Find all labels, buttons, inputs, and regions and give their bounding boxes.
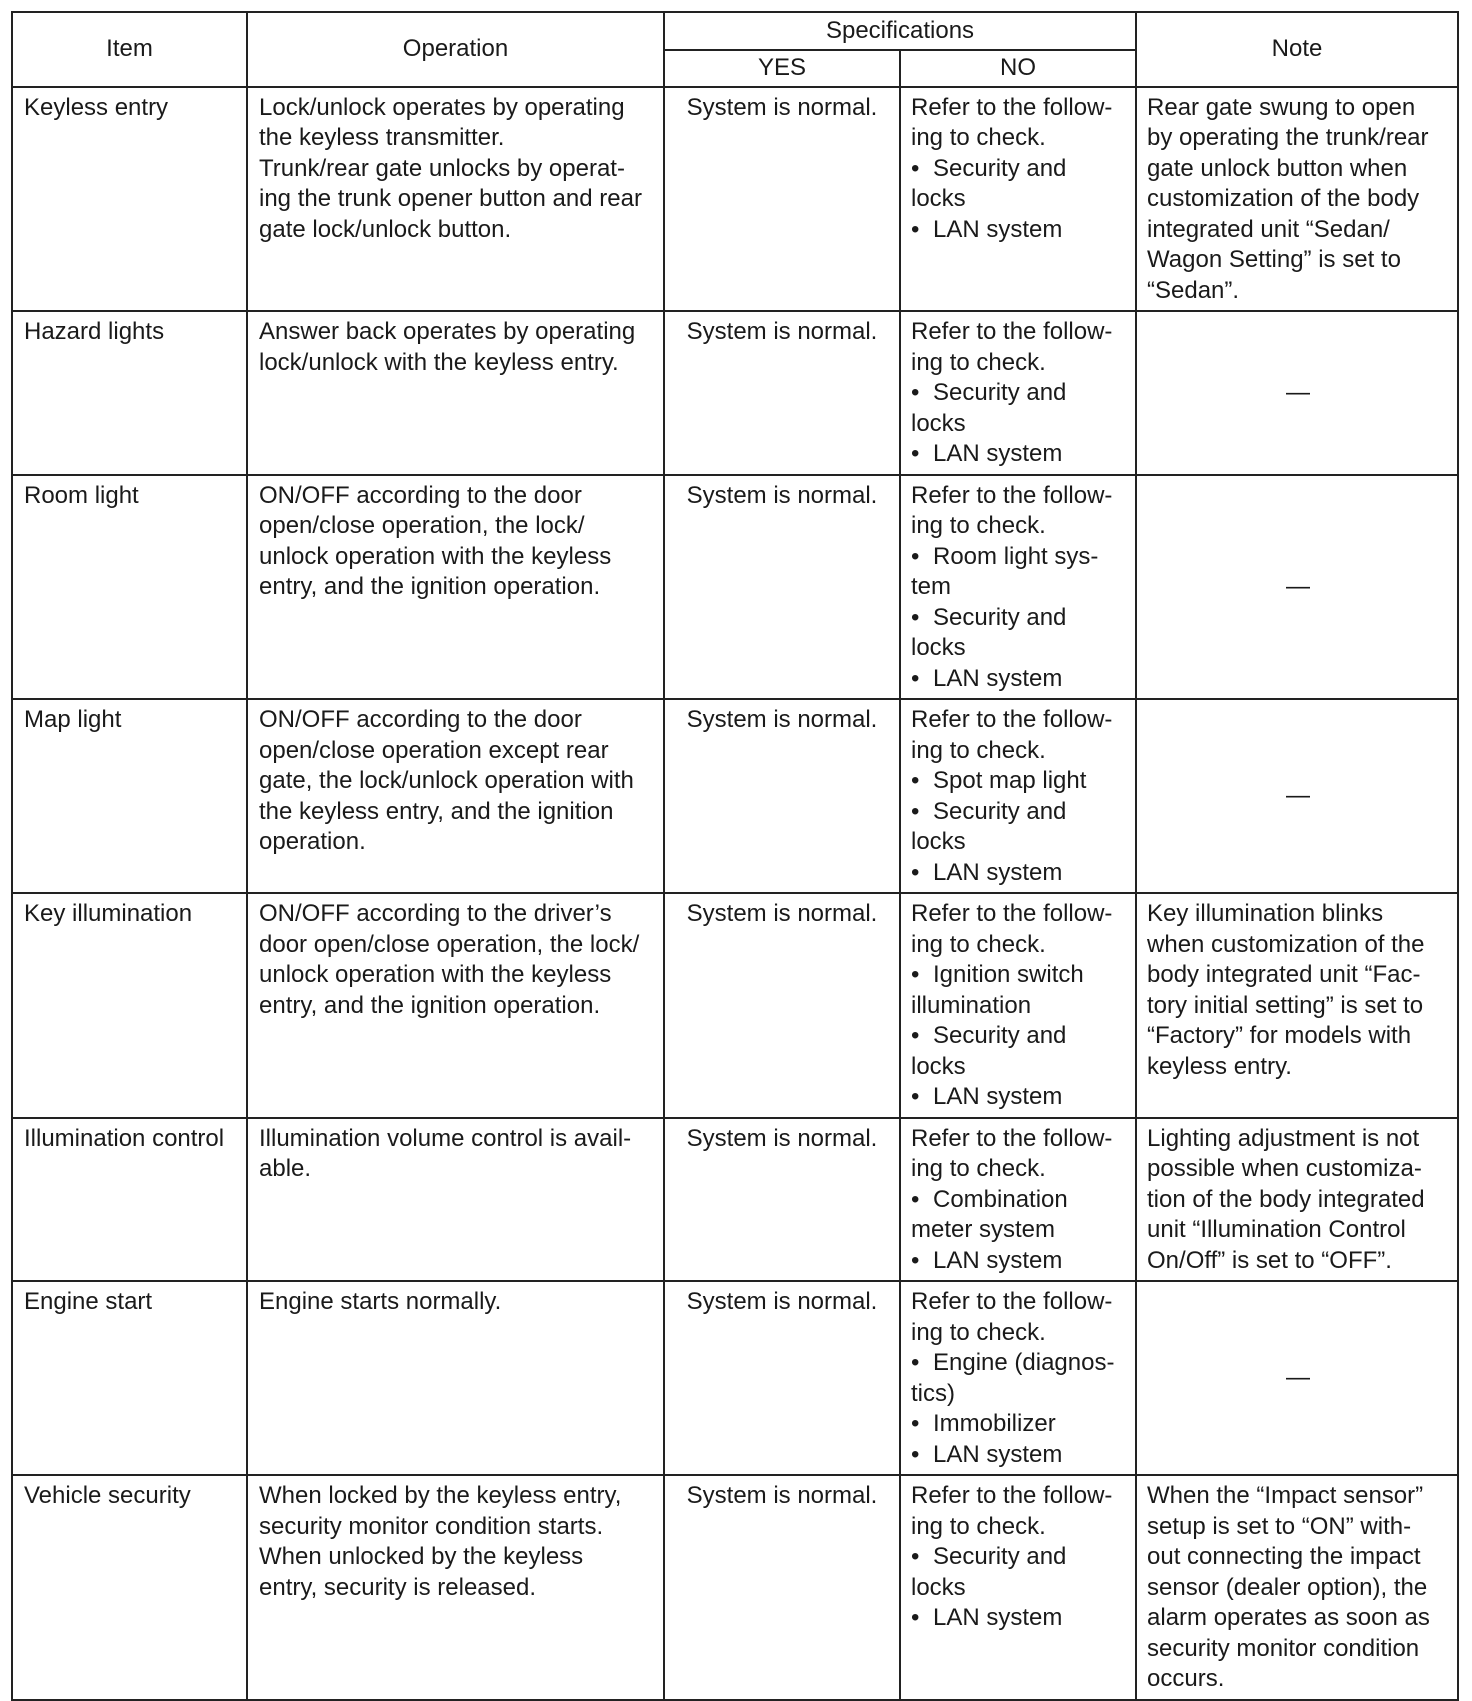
operation-line: the keyless entry, and the ignition [259, 797, 614, 825]
operation-line: lock/unlock with the keyless entry. [259, 348, 619, 376]
no-item-text: Security and [933, 797, 1067, 825]
cell-item: Vehicle security [12, 1475, 247, 1700]
no-item-continuation: locks [911, 828, 966, 855]
operation-line: open/close operation, the lock/ [259, 512, 585, 539]
no-item-continuation: meter system [911, 1216, 1056, 1243]
cell-yes: System is normal. [664, 1281, 900, 1475]
cell-operation [247, 893, 664, 1118]
note-dash: — [1286, 379, 1311, 406]
bullet-icon: • [911, 1543, 920, 1570]
note-line: Wagon Setting” is set to [1147, 246, 1401, 273]
bullet-icon: • [911, 379, 920, 406]
note-line: unit “Illumination Control [1147, 1216, 1406, 1243]
cell-no [900, 87, 1136, 312]
no-intro-line: ing to check. [911, 348, 1046, 376]
operation-line: Answer back operates by operating [259, 318, 636, 345]
bullet-icon: • [911, 1185, 920, 1213]
cell-no [900, 1281, 1136, 1475]
cell-no [900, 699, 1136, 893]
note-line: occurs. [1147, 1665, 1225, 1692]
no-item [911, 378, 1129, 409]
no-intro-line: Refer to the follow- [911, 93, 1113, 121]
no-item-text: LAN system [933, 215, 1063, 243]
no-item [911, 439, 1129, 470]
note-dash: — [1286, 573, 1311, 600]
note-line: When the “Impact sensor” [1147, 1482, 1424, 1509]
no-item [911, 858, 1129, 889]
table-body [12, 87, 1458, 1700]
table-row [12, 311, 1458, 475]
cell-yes: System is normal. [664, 475, 900, 700]
no-intro-line: Refer to the follow- [911, 706, 1113, 733]
no-intro-line: Refer to the follow- [911, 1482, 1113, 1509]
no-item [911, 1246, 1129, 1277]
operation-line: entry, and the ignition operation. [259, 991, 601, 1019]
operation-line: operation. [259, 828, 366, 855]
table-header [12, 12, 1458, 87]
no-item-continuation: locks [911, 185, 966, 212]
no-item [911, 1082, 1129, 1113]
cell-yes: System is normal. [664, 893, 900, 1118]
cell-no [900, 475, 1136, 700]
cell-note [1136, 87, 1458, 312]
bullet-icon: • [911, 542, 920, 570]
header-no: NO [900, 50, 1136, 87]
operation-line: ing the trunk opener button and rear [259, 185, 642, 212]
no-item-continuation: tem [911, 573, 952, 600]
no-item-text: LAN system [933, 440, 1063, 467]
no-item [911, 542, 1129, 573]
cell-operation [247, 475, 664, 700]
bullet-icon: • [911, 1440, 920, 1468]
operation-line: door open/close operation, the lock/ [259, 930, 640, 958]
cell-no [900, 893, 1136, 1118]
note-line: alarm operates as soon as [1147, 1604, 1430, 1631]
note-line: Key illumination blinks [1147, 900, 1384, 927]
no-item-text: LAN system [933, 664, 1063, 692]
no-item-text: Combination [933, 1185, 1068, 1213]
no-intro-line: ing to check. [911, 1512, 1046, 1540]
table-row [12, 1118, 1458, 1282]
bullet-icon: • [911, 961, 920, 988]
no-item [911, 1021, 1129, 1052]
no-item-text: Security and [933, 1022, 1067, 1049]
no-item-text: LAN system [933, 858, 1063, 886]
operation-line: Trunk/rear gate unlocks by operat- [259, 154, 625, 182]
cell-item: Hazard lights [12, 311, 247, 475]
operation-line: ON/OFF according to the door [259, 481, 582, 509]
operation-line: the keyless transmitter. [259, 124, 505, 151]
cell-item: Engine start [12, 1281, 247, 1475]
no-item [911, 664, 1129, 695]
bullet-icon: • [911, 1349, 920, 1376]
operation-line: Lock/unlock operates by operating [259, 93, 625, 121]
no-item-text: Room light sys- [933, 542, 1099, 570]
cell-no [900, 311, 1136, 475]
no-item-text: LAN system [933, 1083, 1063, 1110]
operation-line: unlock operation with the keyless [259, 961, 612, 988]
bullet-icon: • [911, 858, 920, 886]
cell-note [1136, 1118, 1458, 1282]
bullet-icon: • [911, 1083, 920, 1110]
no-item [911, 215, 1129, 246]
operation-line: able. [259, 1155, 312, 1182]
header-specifications: Specifications [664, 12, 1136, 50]
bullet-icon: • [911, 797, 920, 825]
bullet-icon: • [911, 603, 920, 631]
no-item-continuation: locks [911, 634, 966, 661]
operation-line: ON/OFF according to the driver’s [259, 900, 612, 927]
operation-line: gate, the lock/unlock operation with [259, 767, 634, 794]
cell-operation [247, 699, 664, 893]
header-yes: YES [664, 50, 900, 87]
bullet-icon: • [911, 1604, 920, 1631]
no-item-text: LAN system [933, 1440, 1063, 1468]
cell-note [1136, 1281, 1458, 1475]
bullet-icon: • [911, 1246, 920, 1274]
cell-item: Keyless entry [12, 87, 247, 312]
note-line: integrated unit “Sedan/ [1147, 215, 1390, 243]
no-intro-line: Refer to the follow- [911, 481, 1113, 509]
no-item [911, 797, 1129, 828]
cell-note [1136, 311, 1458, 475]
note-line: keyless entry. [1147, 1052, 1292, 1080]
bullet-icon: • [911, 215, 920, 243]
no-item [911, 1185, 1129, 1216]
no-item [911, 603, 1129, 634]
note-line: On/Off” is set to “OFF”. [1147, 1246, 1392, 1274]
cell-no [900, 1118, 1136, 1282]
no-intro-line: ing to check. [911, 1318, 1046, 1346]
operation-line: entry, and the ignition operation. [259, 573, 601, 600]
bullet-icon: • [911, 1410, 920, 1437]
no-intro-line: Refer to the follow- [911, 900, 1113, 927]
cell-yes: System is normal. [664, 699, 900, 893]
no-item [911, 1348, 1129, 1379]
note-line: sensor (dealer option), the [1147, 1573, 1428, 1601]
no-item [911, 766, 1129, 797]
note-dash: — [1286, 782, 1311, 810]
header-operation: Operation [247, 12, 664, 87]
cell-yes: System is normal. [664, 311, 900, 475]
table-row [12, 893, 1458, 1118]
no-item [911, 960, 1129, 991]
operation-line: When locked by the keyless entry, [259, 1482, 622, 1509]
no-intro-line: ing to check. [911, 512, 1046, 539]
table-row [12, 699, 1458, 893]
cell-item: Illumination control [12, 1118, 247, 1282]
table-row [12, 1281, 1458, 1475]
no-item [911, 1440, 1129, 1471]
no-item-text: Immobilizer [933, 1410, 1056, 1437]
specification-table [11, 11, 1459, 1701]
cell-yes: System is normal. [664, 87, 900, 312]
no-item [911, 1409, 1129, 1440]
no-item-text: Security and [933, 154, 1067, 182]
cell-note [1136, 475, 1458, 700]
cell-operation [247, 87, 664, 312]
no-item [911, 1603, 1129, 1634]
no-intro-line: ing to check. [911, 124, 1046, 151]
bullet-icon: • [911, 1022, 920, 1049]
operation-line: unlock operation with the keyless [259, 542, 612, 570]
no-intro-line: ing to check. [911, 736, 1046, 764]
cell-operation [247, 311, 664, 475]
operation-line: Engine starts normally. [259, 1288, 502, 1315]
header-note: Note [1136, 12, 1458, 87]
cell-item: Key illumination [12, 893, 247, 1118]
note-line: setup is set to “ON” with- [1147, 1512, 1412, 1540]
no-item-continuation: locks [911, 1052, 966, 1080]
no-intro-line: ing to check. [911, 930, 1046, 958]
note-line: out connecting the impact [1147, 1543, 1421, 1570]
note-line: body integrated unit “Fac- [1147, 961, 1421, 988]
cell-no [900, 1475, 1136, 1700]
no-item [911, 1542, 1129, 1573]
bullet-icon: • [911, 154, 920, 182]
note-line: tory initial setting” is set to [1147, 991, 1424, 1019]
table-row [12, 475, 1458, 700]
cell-note [1136, 699, 1458, 893]
no-item-continuation: tics) [911, 1379, 955, 1407]
cell-note [1136, 1475, 1458, 1700]
note-line: security monitor condition [1147, 1634, 1420, 1662]
note-line: by operating the trunk/rear [1147, 124, 1429, 151]
cell-yes: System is normal. [664, 1475, 900, 1700]
no-intro-line: Refer to the follow- [911, 318, 1113, 345]
operation-line: open/close operation except rear [259, 736, 609, 764]
operation-line: entry, security is released. [259, 1573, 536, 1601]
operation-line: Illumination volume control is avail- [259, 1124, 632, 1152]
note-dash: — [1286, 1364, 1311, 1392]
note-line: “Sedan”. [1147, 276, 1240, 304]
no-item [911, 154, 1129, 185]
no-item-text: LAN system [933, 1604, 1063, 1631]
no-intro-line: ing to check. [911, 1155, 1046, 1182]
note-line: when customization of the [1147, 930, 1425, 958]
operation-line: security monitor condition starts. [259, 1512, 604, 1540]
no-item-continuation: illumination [911, 991, 1032, 1019]
table-row [12, 87, 1458, 312]
no-item-text: Security and [933, 603, 1067, 631]
bullet-icon: • [911, 664, 920, 692]
note-line: customization of the body [1147, 185, 1420, 212]
note-line: possible when customiza- [1147, 1155, 1422, 1182]
no-item-text: Engine (diagnos- [933, 1349, 1115, 1376]
note-line: Rear gate swung to open [1147, 93, 1416, 121]
table-row [12, 1475, 1458, 1700]
cell-operation [247, 1281, 664, 1475]
operation-line: When unlocked by the keyless [259, 1543, 584, 1570]
no-intro-line: Refer to the follow- [911, 1288, 1113, 1315]
cell-item: Map light [12, 699, 247, 893]
note-line: gate unlock button when [1147, 154, 1408, 182]
note-line: “Factory” for models with [1147, 1022, 1412, 1049]
no-item-continuation: locks [911, 1573, 966, 1601]
no-item-text: Security and [933, 1543, 1067, 1570]
header-item: Item [12, 12, 247, 87]
no-item-text: Security and [933, 379, 1067, 406]
cell-note [1136, 893, 1458, 1118]
no-item-text: LAN system [933, 1246, 1063, 1274]
operation-line: gate lock/unlock button. [259, 215, 512, 243]
bullet-icon: • [911, 440, 920, 467]
operation-line: ON/OFF according to the door [259, 706, 582, 733]
no-item-text: Spot map light [933, 767, 1087, 794]
cell-operation [247, 1475, 664, 1700]
note-line: Lighting adjustment is not [1147, 1124, 1420, 1152]
cell-yes: System is normal. [664, 1118, 900, 1282]
no-intro-line: Refer to the follow- [911, 1124, 1113, 1152]
note-line: tion of the body integrated [1147, 1185, 1425, 1213]
no-item-continuation: locks [911, 409, 966, 437]
bullet-icon: • [911, 767, 920, 794]
cell-operation [247, 1118, 664, 1282]
no-item-text: Ignition switch [933, 961, 1084, 988]
cell-item: Room light [12, 475, 247, 700]
